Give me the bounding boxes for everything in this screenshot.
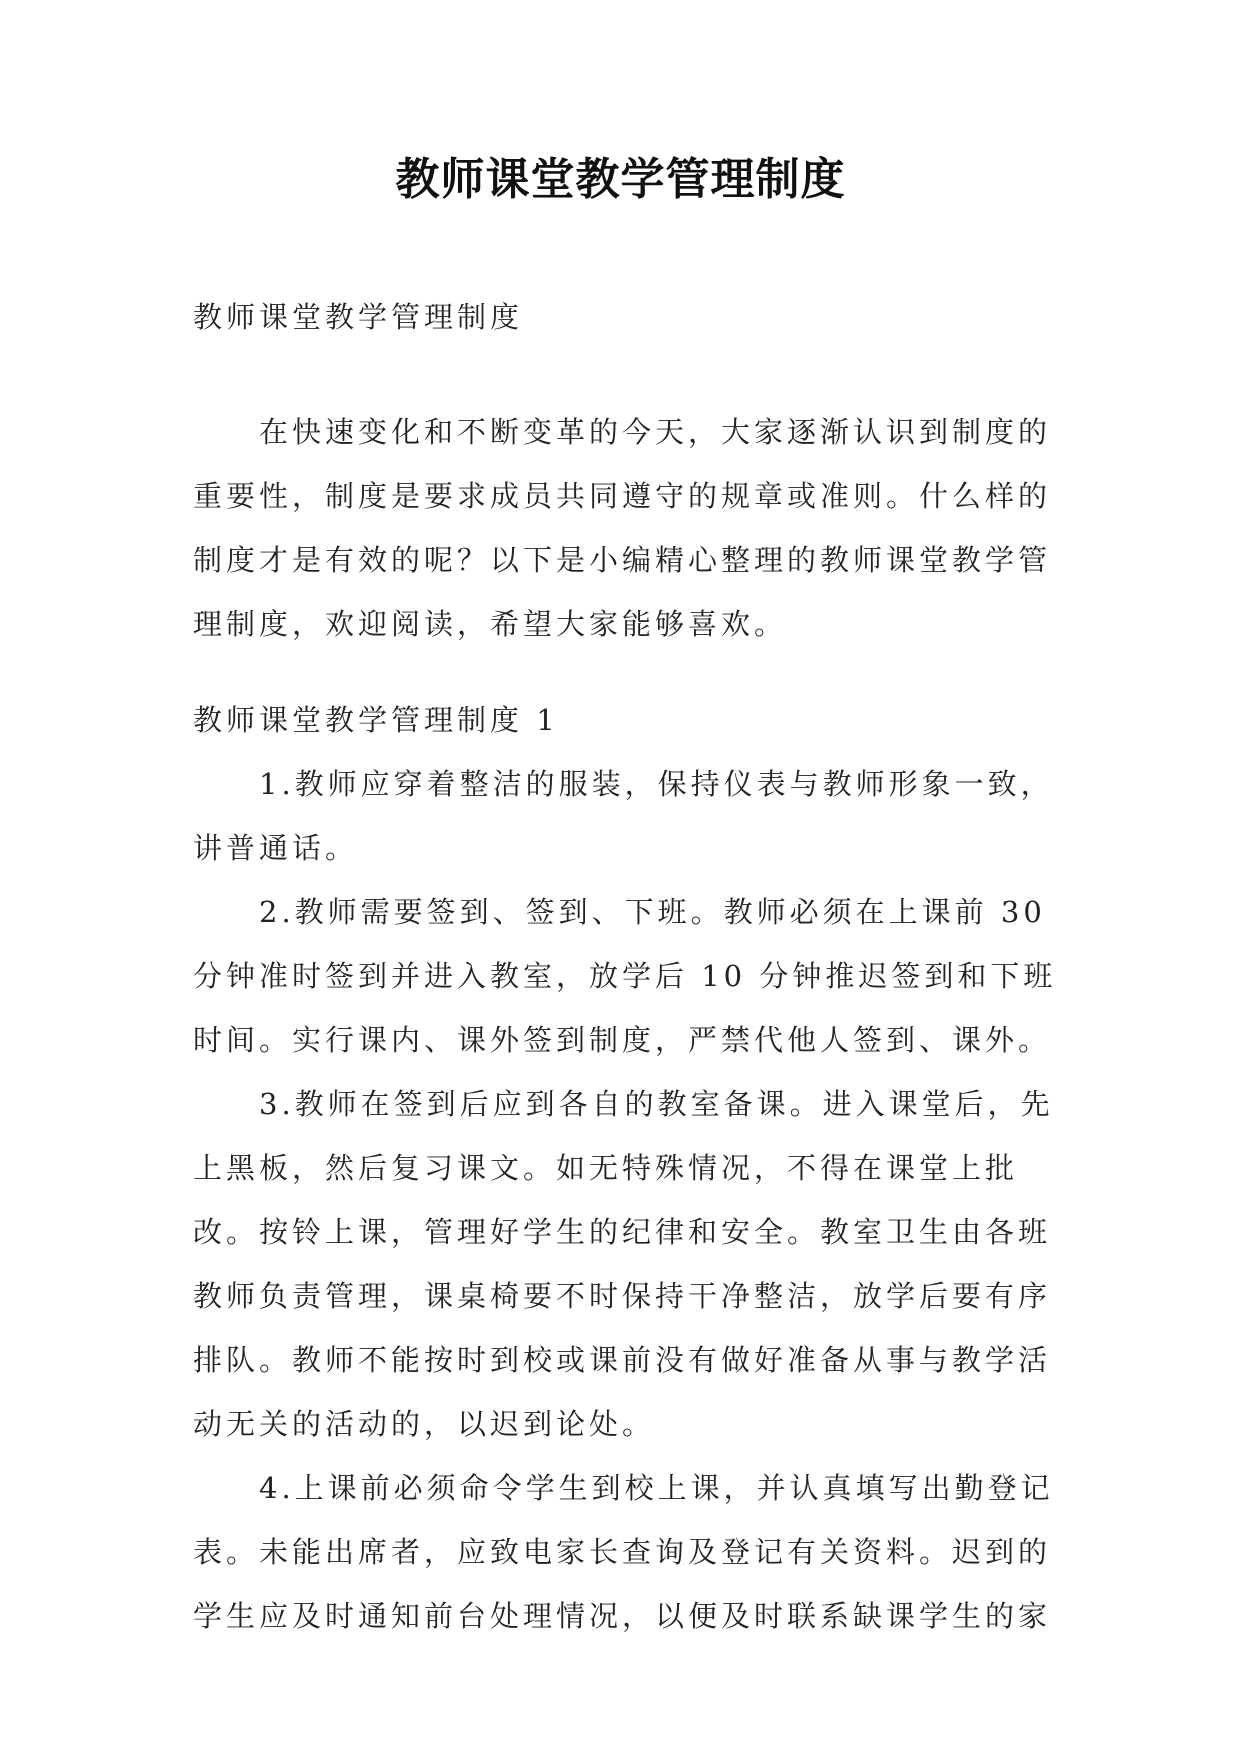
rule-item-4: 4.上课前必须命令学生到校上课，并认真填写出勤登记表。未能出席者，应致电家长查询及登记有关资料。迟到的学生应及时通知前台处理情况，以便及时联系缺课学生的家 bbox=[193, 1471, 1054, 1633]
document-title: 教师课堂教学管理制度 bbox=[395, 154, 846, 205]
document-subtitle: 教师课堂教学管理制度 bbox=[193, 300, 524, 334]
intro-paragraph: 在快速变化和不断变革的今天，大家逐渐认识到制度的重要性，制度是要求成员共同遵守的规章或准则。什么样的制度才是有效的呢？以下是小编精心整理的教师课堂教学管理制度，欢迎阅读，希望大家能够喜欢。 bbox=[193, 415, 1052, 641]
section-heading: 教师课堂教学管理制度 1 bbox=[193, 703, 559, 737]
rule-item-1: 1.教师应穿着整洁的服装，保持仪表与教师形象一致，讲普通话。 bbox=[193, 767, 1054, 865]
section-1 bbox=[193, 688, 1057, 1648]
rule-item-3: 3.教师在签到后应到各自的教室备课。进入课堂后，先上黑板，然后复习课文。如无特殊情况，不得在课堂上批改。按铃上课，管理好学生的纪律和安全。教室卫生由各班教师负责管理，课桌椅要不时保持干净整洁，放学后要有序排队。教师不能按时到校或课前没有做好准备从事与教学活动无关的活动的，以迟到论处。 bbox=[193, 1087, 1054, 1441]
rule-item-2: 2.教师需要签到、签到、下班。教师必须在上课前 30 分钟准时签到并进入教室，放学后 10 分钟推迟签到和下班时间。实行课内、课外签到制度，严禁代他人签到、课外。 bbox=[193, 895, 1057, 1057]
